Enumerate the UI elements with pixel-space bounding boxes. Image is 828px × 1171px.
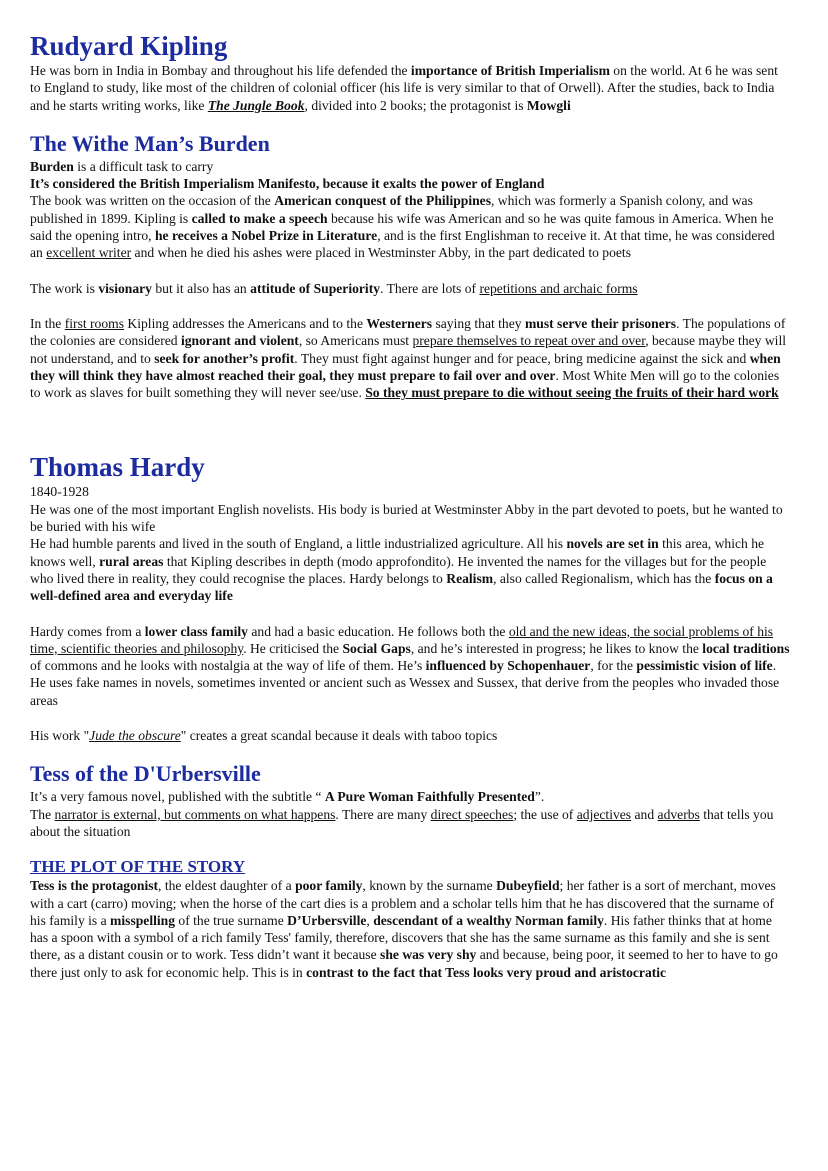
text-run: local traditions [702,640,790,656]
text-run: that Kipling describes in depth (modo approfondito). He invented the names for the villages but for the people who lived there in reality, they could recognise the places. Hardy belongs to [30,553,767,586]
text-run: , divided into 2 books; the protagonist is [304,97,527,113]
text-run: contrast to the fact that Tess looks very proud and aristocratic [306,964,667,980]
text-run: , the eldest daughter of a [158,878,296,894]
text-run: , and is the first Englishman to receive it. At that time, he was considered an [30,228,775,261]
hardy-paragraph-realism [30,535,790,604]
text-run: . His father thinks that at home has a spoon with a symbol of a rich family Tess' family, therefore, discovers that she has the same surname as this family and she is sent there, as a distant cousin or to work. Tess didn’t want it because [30,912,772,963]
text-run: must serve their prisoners [524,315,677,331]
text-run: focus on a well-defined area and everyday life [30,570,773,604]
text-run: He had humble parents and lived in the south of England, a little industrialized agriculture. All his [30,536,567,552]
text-run: he receives a Nobel Prize in Literature [154,228,378,244]
text-run: is a difficult task to carry [73,158,214,174]
text-run: Realism [446,570,494,586]
text-run: , for the [590,658,637,674]
hardy-dates: 1840-1928 [30,484,89,500]
tess-narrator-line [30,806,790,841]
text-run: . There are many [335,806,431,822]
text-run: Jude the obscure [89,728,181,744]
text-run: Hardy comes from a [30,623,145,639]
text-run: Kipling addresses the Americans and to the [124,315,367,331]
text-run: when they will think they have almost reached their goal, they must prepare to fail over and over [30,350,781,383]
text-run: , because maybe they will not understand, and to [30,333,786,366]
text-run: adjectives [576,806,632,822]
text-run: ”. [534,789,545,805]
text-run: , known by the surname [362,878,497,894]
section-title-tess: Tess of the D'Urbersville [30,761,261,787]
text-run: lower class family [144,623,248,639]
text-run: It’s considered the British Imperialism Manifesto, because it exalts the power of England [30,176,545,192]
text-run: rural areas [99,553,164,569]
text-run: , so Americans must [298,333,413,349]
text-run: . He criticised the [243,640,343,656]
text-run: and because, being poor, it seemed to her to have to go there just only to ask for economic help. This is in [30,947,778,980]
text-run: Social Gaps [342,640,411,656]
section-title-hardy: Thomas Hardy [30,452,205,483]
text-run: His work " [30,728,90,744]
text-run: poor family [295,878,363,894]
text-run: It’s a very famous novel, published with the subtitle “ [30,789,325,805]
text-run: visionary [98,280,152,296]
text-run: ; the use of [513,806,577,822]
text-run: The Jungle Book [207,97,305,113]
burden-paragraph-content [30,315,790,401]
text-run: this area, which he knows well, [30,536,765,569]
section-title-plot: THE PLOT OF THE STORY [30,857,246,877]
text-run: , also called Regionalism, which has the [493,570,715,586]
text-run: , [366,912,374,928]
text-run: of the true surname [175,912,288,928]
text-run: descendant of a wealthy Norman family [373,912,604,928]
text-run: novels are set in [566,536,659,552]
tess-subtitle-line [30,788,790,805]
text-run: ignorant and violent [180,333,299,349]
text-run: and when he died his ashes were placed in Westminster Abby, in the part dedicated to poets [131,245,632,261]
text-run: In the [30,315,65,331]
text-run: attitude of Superiority [250,280,381,296]
text-run: . He uses fake names in novels, sometimes invented or ancient such as Wessex and Sussex, that derive from the peoples who invaded those areas [30,658,780,708]
text-run: . Most White Men will go to the colonies to work as slaves for built something they will never see/use. [30,367,780,401]
text-run: first rooms [64,315,125,331]
text-run: . They must fight against hunger and for peace, bring medicine against the sick and [294,350,750,366]
section-title-burden: The Withe Man’s Burden [30,130,270,156]
burden-definition [30,158,790,175]
text-run: . There are lots of [380,280,480,296]
text-run: Westerners [366,315,433,331]
text-run: called to make a speech [191,210,328,226]
text-run: " creates a great scandal because it deals with taboo topics [180,728,498,744]
text-run: The book was written on the occasion of the [30,193,275,209]
text-run: ; her father is a sort of merchant, moves with a cart (carro) moving; when the horse of the cart dies is a problem and a scholar tells him that he has discovered that the surname of his family is a [30,878,776,928]
text-run: The work is [30,280,99,296]
document-page [30,30,790,981]
text-run: she was very shy [380,947,477,963]
text-run: prepare themselves to repeat over and over [412,333,646,349]
text-run: So they must prepare to die without seeing the fruits of their hard work [365,385,779,401]
hardy-paragraph-background [30,623,790,709]
section-title-kipling: Rudyard Kipling [30,31,228,61]
text-run: importance of British Imperialism [410,63,610,78]
burden-manifesto [30,175,790,192]
text-run: . The populations of the colonies are considered [30,315,786,349]
hardy-intro [30,501,790,536]
text-run: He was one of the most important English novelists. His body is buried at Westminster Abby in the part devoted to poets, but he wanted to be buried with his wife [30,501,783,535]
text-run: Mowgli [526,97,571,113]
text-run: Tess is the protagonist [30,878,159,894]
burden-paragraph-history [30,192,790,261]
text-run: misspelling [110,912,176,928]
text-run: Burden [30,158,74,174]
text-run: narrator is external, but comments on what happens [54,806,336,822]
text-run: He was born in India in Bombay and throughout his life defended the [30,63,411,78]
text-run: and [631,806,658,822]
text-run: Dubeyfield [496,878,560,894]
text-run: American conquest of the Philippines [274,193,491,209]
text-run: influenced by Schopenhauer [425,658,591,674]
hardy-paragraph-jude [30,727,790,744]
text-run: that tells you about the situation [30,806,774,839]
text-run: and had a basic education. He follows both the [247,623,509,639]
text-run: , and he’s interested in progress; he likes to know the [410,640,703,656]
text-run: saying that they [432,315,525,331]
burden-paragraph-style [30,280,790,297]
text-run: excellent writer [46,245,132,261]
text-run: repetitions and archaic forms [479,280,638,296]
text-run: adverbs [657,806,700,822]
text-run: , which was formerly a Spanish colony, and was published in 1899. Kipling is [30,193,753,226]
text-run: A Pure Woman Faithfully Presented [324,789,535,805]
text-run: direct speeches [430,806,514,822]
kipling-intro [30,62,790,114]
text-run: because his wife was American and so he was quite famous in America. When he said the opening intro, [30,210,774,244]
text-run: D’Urbersville [287,912,367,928]
text-run: pessimistic vision of life [636,658,773,674]
text-run: but it also has an [151,280,251,296]
text-run: old and the new ideas, the social problems of his time, scientific theories and philosophy [30,623,774,656]
text-run: on the world. At 6 he was sent to England to study, like most of the children of colonial officer (his life is very similar to that of Orwell). After the studies, back to India and he starts writing works, like [30,63,778,113]
plot-paragraph [30,877,790,981]
text-run: The [30,806,55,822]
text-run: seek for another’s profit [154,350,295,366]
text-run: of commons and he looks with nostalgia at the way of life of them. He’s [30,658,426,674]
